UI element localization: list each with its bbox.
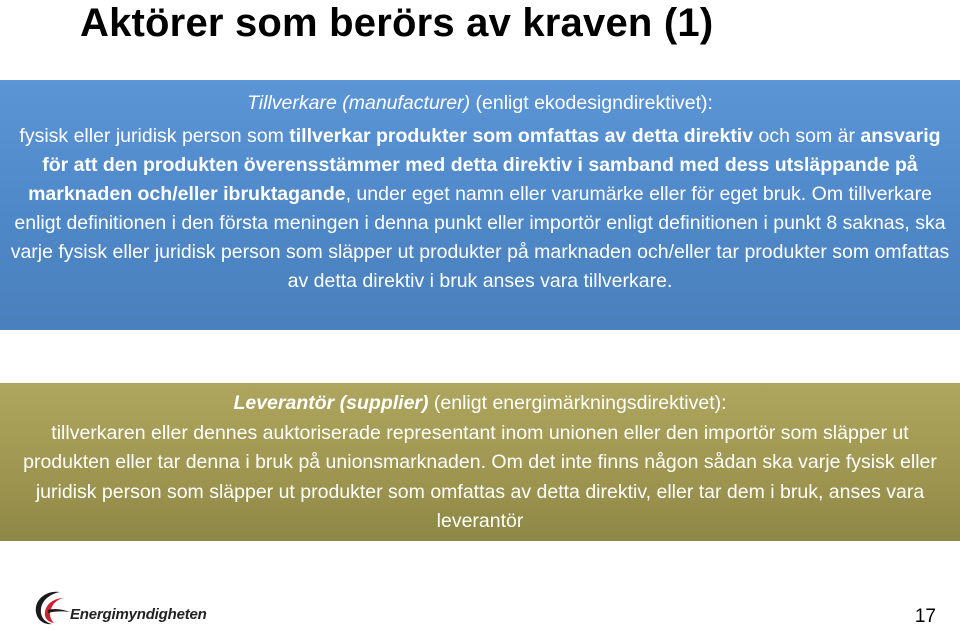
manufacturer-source: (enligt ekodesigndirektivet): <box>470 92 713 114</box>
manufacturer-term: Tillverkare (manufacturer) <box>247 92 471 114</box>
definition-segment: och som är <box>753 125 861 147</box>
supplier-definition-text: tillverkaren eller dennes auktoriserade representant inom unionen eller den importör som släpper ut produkten eller tar denna i bruk på unionsmarknaden. Om det inte finns någon sådan ska varje fysisk eller juridisk person som släpper ut produkter som omfattas av detta direktiv, eller tar dem i bruk, anses vara leverantör <box>23 421 937 532</box>
manufacturer-heading <box>8 88 952 118</box>
logo-wordmark: Energimyndigheten <box>70 606 207 623</box>
supplier-definition-box <box>0 383 960 541</box>
definition-segment-bold: ansvarig för att den produkten överensstämmer med detta direktiv i samband med dess utsläppande på marknaden och/eller ibruktagande <box>28 125 941 205</box>
definition-segment: fysisk eller juridisk person som <box>19 125 290 147</box>
supplier-term: Leverantör (supplier) <box>233 392 429 414</box>
page-number: 17 <box>914 606 936 627</box>
energimyndigheten-swirl-icon <box>30 588 72 628</box>
slide-title: Aktörer som berörs av kraven (1) <box>80 1 714 45</box>
supplier-heading <box>8 389 952 419</box>
manufacturer-definition-text <box>8 122 952 296</box>
supplier-source: (enligt energimärkningsdirektivet): <box>428 392 727 414</box>
definition-segment-bold: tillverkar produkter som omfattas av detta direktiv <box>289 125 754 147</box>
definition-segment: , under eget namn eller varumärke eller för eget bruk. Om tillverkare enligt definitionen i den första meningen i denna punkt eller importör enligt definitionen i punkt 8 saknas, ska varje fysisk eller juridisk person som släpper ut produkter på marknaden och/eller tar produkter som omfattas av detta direktiv i bruk anses vara tillverkare. <box>10 183 950 292</box>
energimyndigheten-logo <box>30 588 230 628</box>
manufacturer-definition-box <box>0 80 960 330</box>
